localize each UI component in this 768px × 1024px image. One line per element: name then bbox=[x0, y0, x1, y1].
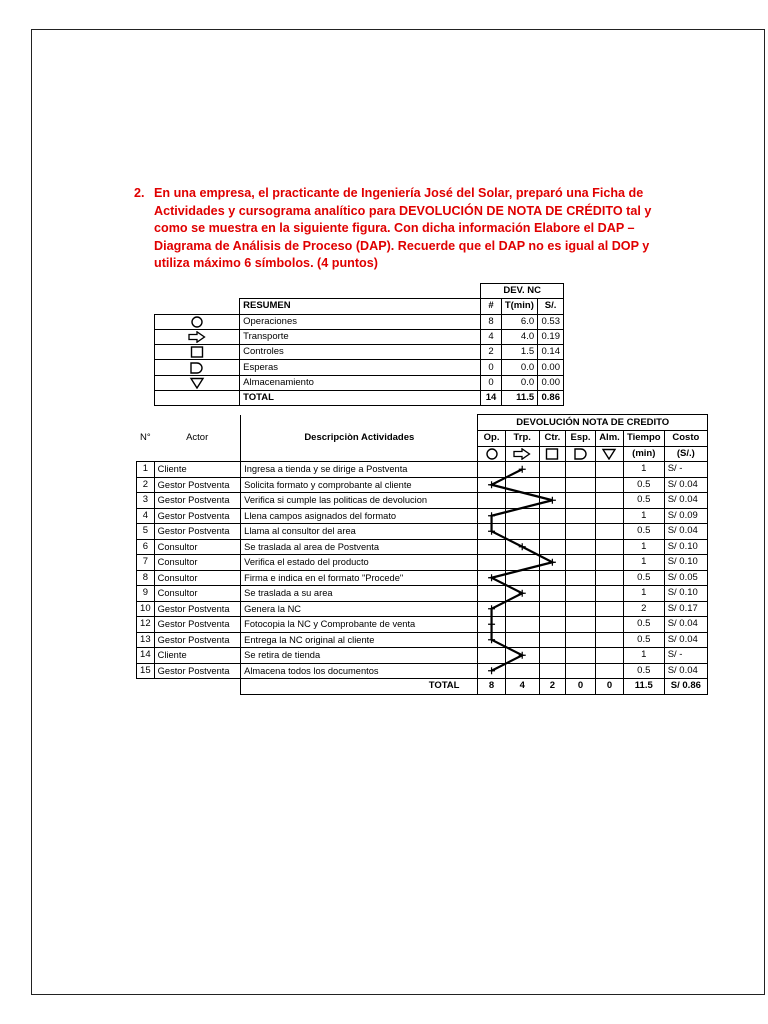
row-description: Ingresa a tienda y se dirige a Postventa bbox=[241, 462, 478, 478]
row-actor: Consultor bbox=[154, 570, 240, 586]
row-description: Se retira de tienda bbox=[241, 648, 478, 664]
row-alm-cell bbox=[596, 524, 624, 540]
row-number: 6 bbox=[137, 539, 155, 555]
row-actor: Consultor bbox=[154, 555, 240, 571]
summary-row-label: Esperas bbox=[240, 360, 481, 375]
exercise-text: En una empresa, el practicante de Ingeniería José del Solar, preparó una Ficha de Actividades y cursograma analítico para DEVOLUCIÓN DE NOTA DE CRÉDITO tal y como se muestra en la siguiente figura. Con dicha información Elabore el DAP – Diagrama de Análisis de Proceso (DAP). Recuerde que el DAP no es igual al DOP y utiliza máximo 6 símbolos. (4 puntos) bbox=[154, 186, 652, 271]
row-time: 0.5 bbox=[623, 663, 664, 679]
row-ctr-cell bbox=[539, 586, 565, 602]
summary-row-controles bbox=[155, 345, 564, 360]
row-ctr-cell bbox=[539, 617, 565, 633]
row-actor: Gestor Postventa bbox=[154, 493, 240, 509]
arrow-right-icon bbox=[155, 329, 240, 344]
row-actor: Cliente bbox=[154, 648, 240, 664]
row-trp-cell bbox=[505, 524, 539, 540]
row-description: Verifica el estado del producto bbox=[241, 555, 478, 571]
summary-group-header: DEV. NC bbox=[481, 284, 564, 299]
row-cost: S/ 0.04 bbox=[664, 632, 707, 648]
col-n-header: N° bbox=[140, 431, 151, 443]
table-row bbox=[137, 493, 708, 509]
summary-row-cost: 0.00 bbox=[538, 360, 564, 375]
row-op-cell bbox=[478, 586, 505, 602]
main-total-label: TOTAL bbox=[241, 679, 478, 695]
row-time: 0.5 bbox=[623, 632, 664, 648]
row-trp-cell bbox=[505, 477, 539, 493]
table-row bbox=[137, 462, 708, 478]
square-icon bbox=[539, 446, 565, 462]
row-actor: Gestor Postventa bbox=[154, 663, 240, 679]
row-esp-cell bbox=[565, 632, 595, 648]
row-esp-cell bbox=[565, 555, 595, 571]
row-op-cell bbox=[478, 648, 505, 664]
row-number: 10 bbox=[137, 601, 155, 617]
row-trp-cell bbox=[505, 663, 539, 679]
summary-row-count: 0 bbox=[481, 360, 501, 375]
circle-icon bbox=[478, 446, 505, 462]
row-actor: Cliente bbox=[154, 462, 240, 478]
row-esp-cell bbox=[565, 477, 595, 493]
row-alm-cell bbox=[596, 617, 624, 633]
row-description: Llama al consultor del area bbox=[241, 524, 478, 540]
summary-count-header: # bbox=[481, 299, 501, 314]
row-number: 2 bbox=[137, 477, 155, 493]
row-number: 12 bbox=[137, 617, 155, 633]
row-esp-cell bbox=[565, 524, 595, 540]
row-cost: S/ 0.04 bbox=[664, 477, 707, 493]
row-number: 14 bbox=[137, 648, 155, 664]
row-alm-cell bbox=[596, 508, 624, 524]
row-actor: Gestor Postventa bbox=[154, 477, 240, 493]
row-esp-cell bbox=[565, 508, 595, 524]
summary-row-count: 8 bbox=[481, 314, 501, 329]
row-ctr-cell bbox=[539, 555, 565, 571]
row-cost: S/ 0.04 bbox=[664, 493, 707, 509]
row-time: 0.5 bbox=[623, 617, 664, 633]
row-esp-cell bbox=[565, 462, 595, 478]
row-number: 8 bbox=[137, 570, 155, 586]
row-esp-cell bbox=[565, 539, 595, 555]
row-op-cell bbox=[478, 663, 505, 679]
table-row bbox=[137, 555, 708, 571]
exercise-number: 2. bbox=[134, 186, 145, 200]
summary-row-count: 4 bbox=[481, 329, 501, 344]
summary-row-time: 0.0 bbox=[501, 375, 538, 390]
row-op-cell bbox=[478, 617, 505, 633]
row-trp-cell bbox=[505, 586, 539, 602]
row-op-cell bbox=[478, 524, 505, 540]
row-esp-cell bbox=[565, 570, 595, 586]
row-trp-cell bbox=[505, 632, 539, 648]
table-row bbox=[137, 617, 708, 633]
row-number: 3 bbox=[137, 493, 155, 509]
row-cost: S/ 0.10 bbox=[664, 555, 707, 571]
summary-total-label: TOTAL bbox=[240, 391, 481, 406]
row-description: Genera la NC bbox=[241, 601, 478, 617]
main-group-header: DEVOLUCIÓN NOTA DE CREDITO bbox=[478, 415, 708, 431]
row-esp-cell bbox=[565, 648, 595, 664]
process-figure bbox=[136, 279, 708, 698]
row-op-cell bbox=[478, 508, 505, 524]
summary-row-operaciones bbox=[155, 314, 564, 329]
col-trp-header: Trp. bbox=[505, 431, 539, 447]
col-time-unit: (min) bbox=[623, 446, 664, 462]
triangle-down-icon bbox=[155, 375, 240, 390]
summary-row-esperas bbox=[155, 360, 564, 375]
summary-row-cost: 0.14 bbox=[538, 345, 564, 360]
row-esp-cell bbox=[565, 493, 595, 509]
row-description: Verifica si cumple las politicas de devolucion bbox=[241, 493, 478, 509]
row-actor: Gestor Postventa bbox=[154, 601, 240, 617]
total-alm: 0 bbox=[596, 679, 624, 695]
row-alm-cell bbox=[596, 601, 624, 617]
circle-icon bbox=[155, 314, 240, 329]
row-time: 1 bbox=[623, 648, 664, 664]
row-alm-cell bbox=[596, 648, 624, 664]
row-number: 15 bbox=[137, 663, 155, 679]
row-op-cell bbox=[478, 493, 505, 509]
row-description: Se traslada al area de Postventa bbox=[241, 539, 478, 555]
table-row bbox=[137, 632, 708, 648]
activities-table bbox=[136, 414, 708, 695]
col-op-header: Op. bbox=[478, 431, 505, 447]
row-actor: Consultor bbox=[154, 539, 240, 555]
summary-label-header: RESUMEN bbox=[240, 299, 481, 314]
summary-cost-header: S/. bbox=[538, 299, 564, 314]
table-row bbox=[137, 648, 708, 664]
row-esp-cell bbox=[565, 617, 595, 633]
summary-row-label: Operaciones bbox=[240, 314, 481, 329]
row-alm-cell bbox=[596, 632, 624, 648]
row-trp-cell bbox=[505, 601, 539, 617]
row-number: 13 bbox=[137, 632, 155, 648]
row-op-cell bbox=[478, 462, 505, 478]
row-time: 0.5 bbox=[623, 570, 664, 586]
row-alm-cell bbox=[596, 570, 624, 586]
row-trp-cell bbox=[505, 570, 539, 586]
summary-row-time: 1.5 bbox=[501, 345, 538, 360]
row-alm-cell bbox=[596, 462, 624, 478]
row-cost: S/ 0.09 bbox=[664, 508, 707, 524]
summary-row-count: 0 bbox=[481, 375, 501, 390]
table-row bbox=[137, 570, 708, 586]
row-op-cell bbox=[478, 555, 505, 571]
summary-total-count: 14 bbox=[481, 391, 501, 406]
total-cost: S/ 0.86 bbox=[664, 679, 707, 695]
row-description: Almacena todos los documentos bbox=[241, 663, 478, 679]
row-alm-cell bbox=[596, 586, 624, 602]
row-op-cell bbox=[478, 570, 505, 586]
row-alm-cell bbox=[596, 663, 624, 679]
row-ctr-cell bbox=[539, 601, 565, 617]
summary-row-transporte bbox=[155, 329, 564, 344]
col-cost-header: Costo bbox=[664, 431, 707, 447]
summary-row-label: Almacenamiento bbox=[240, 375, 481, 390]
row-description: Entrega la NC original al cliente bbox=[241, 632, 478, 648]
summary-row-time: 0.0 bbox=[501, 360, 538, 375]
row-ctr-cell bbox=[539, 508, 565, 524]
d-shape-icon bbox=[155, 360, 240, 375]
triangle-down-icon bbox=[596, 446, 624, 462]
summary-total-time: 11.5 bbox=[501, 391, 538, 406]
summary-row-label: Transporte bbox=[240, 329, 481, 344]
total-op: 8 bbox=[478, 679, 505, 695]
row-op-cell bbox=[478, 477, 505, 493]
row-number: 1 bbox=[137, 462, 155, 478]
summary-row-count: 2 bbox=[481, 345, 501, 360]
row-cost: S/ 0.04 bbox=[664, 663, 707, 679]
row-description: Fotocopia la NC y Comprobante de venta bbox=[241, 617, 478, 633]
row-esp-cell bbox=[565, 601, 595, 617]
summary-row-cost: 0.00 bbox=[538, 375, 564, 390]
summary-total-cost: 0.86 bbox=[538, 391, 564, 406]
row-time: 0.5 bbox=[623, 477, 664, 493]
row-time: 1 bbox=[623, 555, 664, 571]
row-time: 1 bbox=[623, 586, 664, 602]
table-row bbox=[137, 524, 708, 540]
row-ctr-cell bbox=[539, 477, 565, 493]
row-alm-cell bbox=[596, 539, 624, 555]
row-actor: Gestor Postventa bbox=[154, 617, 240, 633]
row-time: 1 bbox=[623, 462, 664, 478]
row-cost: S/ 0.04 bbox=[664, 617, 707, 633]
row-cost: S/ 0.10 bbox=[664, 586, 707, 602]
row-esp-cell bbox=[565, 586, 595, 602]
row-time: 0.5 bbox=[623, 493, 664, 509]
row-trp-cell bbox=[505, 508, 539, 524]
row-actor: Gestor Postventa bbox=[154, 524, 240, 540]
summary-row-time: 4.0 bbox=[501, 329, 538, 344]
row-alm-cell bbox=[596, 493, 624, 509]
row-alm-cell bbox=[596, 555, 624, 571]
row-ctr-cell bbox=[539, 663, 565, 679]
summary-row-label: Controles bbox=[240, 345, 481, 360]
table-row bbox=[137, 508, 708, 524]
col-actor-header: Actor bbox=[186, 431, 209, 443]
summary-total-row bbox=[155, 391, 564, 406]
row-description: Se traslada a su area bbox=[241, 586, 478, 602]
total-trp: 4 bbox=[505, 679, 539, 695]
summary-time-header: T(min) bbox=[501, 299, 538, 314]
row-ctr-cell bbox=[539, 524, 565, 540]
square-icon bbox=[155, 345, 240, 360]
row-op-cell bbox=[478, 539, 505, 555]
row-actor: Consultor bbox=[154, 586, 240, 602]
row-actor: Gestor Postventa bbox=[154, 508, 240, 524]
summary-row-cost: 0.19 bbox=[538, 329, 564, 344]
table-row bbox=[137, 586, 708, 602]
row-time: 0.5 bbox=[623, 524, 664, 540]
row-trp-cell bbox=[505, 648, 539, 664]
row-description: Solicita formato y comprobante al cliente bbox=[241, 477, 478, 493]
col-esp-header: Esp. bbox=[565, 431, 595, 447]
row-op-cell bbox=[478, 601, 505, 617]
col-desc-header: Descripciòn Actividades bbox=[241, 415, 478, 462]
row-op-cell bbox=[478, 632, 505, 648]
table-row bbox=[137, 601, 708, 617]
row-trp-cell bbox=[505, 555, 539, 571]
row-number: 7 bbox=[137, 555, 155, 571]
row-ctr-cell bbox=[539, 539, 565, 555]
arrow-right-icon bbox=[505, 446, 539, 462]
summary-row-cost: 0.53 bbox=[538, 314, 564, 329]
row-number: 4 bbox=[137, 508, 155, 524]
table-row bbox=[137, 539, 708, 555]
d-shape-icon bbox=[565, 446, 595, 462]
row-number: 9 bbox=[137, 586, 155, 602]
row-actor: Gestor Postventa bbox=[154, 632, 240, 648]
row-cost: S/ 0.10 bbox=[664, 539, 707, 555]
total-esp: 0 bbox=[565, 679, 595, 695]
row-cost: S/ - bbox=[664, 648, 707, 664]
col-alm-header: Alm. bbox=[596, 431, 624, 447]
col-cost-unit: (S/.) bbox=[664, 446, 707, 462]
row-ctr-cell bbox=[539, 648, 565, 664]
summary-table bbox=[154, 283, 564, 406]
row-cost: S/ - bbox=[664, 462, 707, 478]
total-ctr: 2 bbox=[539, 679, 565, 695]
row-cost: S/ 0.05 bbox=[664, 570, 707, 586]
row-trp-cell bbox=[505, 462, 539, 478]
row-esp-cell bbox=[565, 663, 595, 679]
col-ctr-header: Ctr. bbox=[539, 431, 565, 447]
row-ctr-cell bbox=[539, 462, 565, 478]
row-ctr-cell bbox=[539, 493, 565, 509]
total-time: 11.5 bbox=[623, 679, 664, 695]
table-row bbox=[137, 477, 708, 493]
row-description: Llena campos asignados del formato bbox=[241, 508, 478, 524]
row-alm-cell bbox=[596, 477, 624, 493]
table-row bbox=[137, 663, 708, 679]
row-ctr-cell bbox=[539, 632, 565, 648]
row-time: 1 bbox=[623, 539, 664, 555]
row-trp-cell bbox=[505, 539, 539, 555]
col-time-header: Tiempo bbox=[623, 431, 664, 447]
row-number: 5 bbox=[137, 524, 155, 540]
summary-row-almacenamiento bbox=[155, 375, 564, 390]
main-total-row bbox=[137, 679, 708, 695]
row-ctr-cell bbox=[539, 570, 565, 586]
row-time: 2 bbox=[623, 601, 664, 617]
summary-row-time: 6.0 bbox=[501, 314, 538, 329]
row-trp-cell bbox=[505, 617, 539, 633]
row-cost: S/ 0.04 bbox=[664, 524, 707, 540]
row-cost: S/ 0.17 bbox=[664, 601, 707, 617]
row-description: Firma e indica en el formato "Procede" bbox=[241, 570, 478, 586]
row-trp-cell bbox=[505, 493, 539, 509]
row-time: 1 bbox=[623, 508, 664, 524]
